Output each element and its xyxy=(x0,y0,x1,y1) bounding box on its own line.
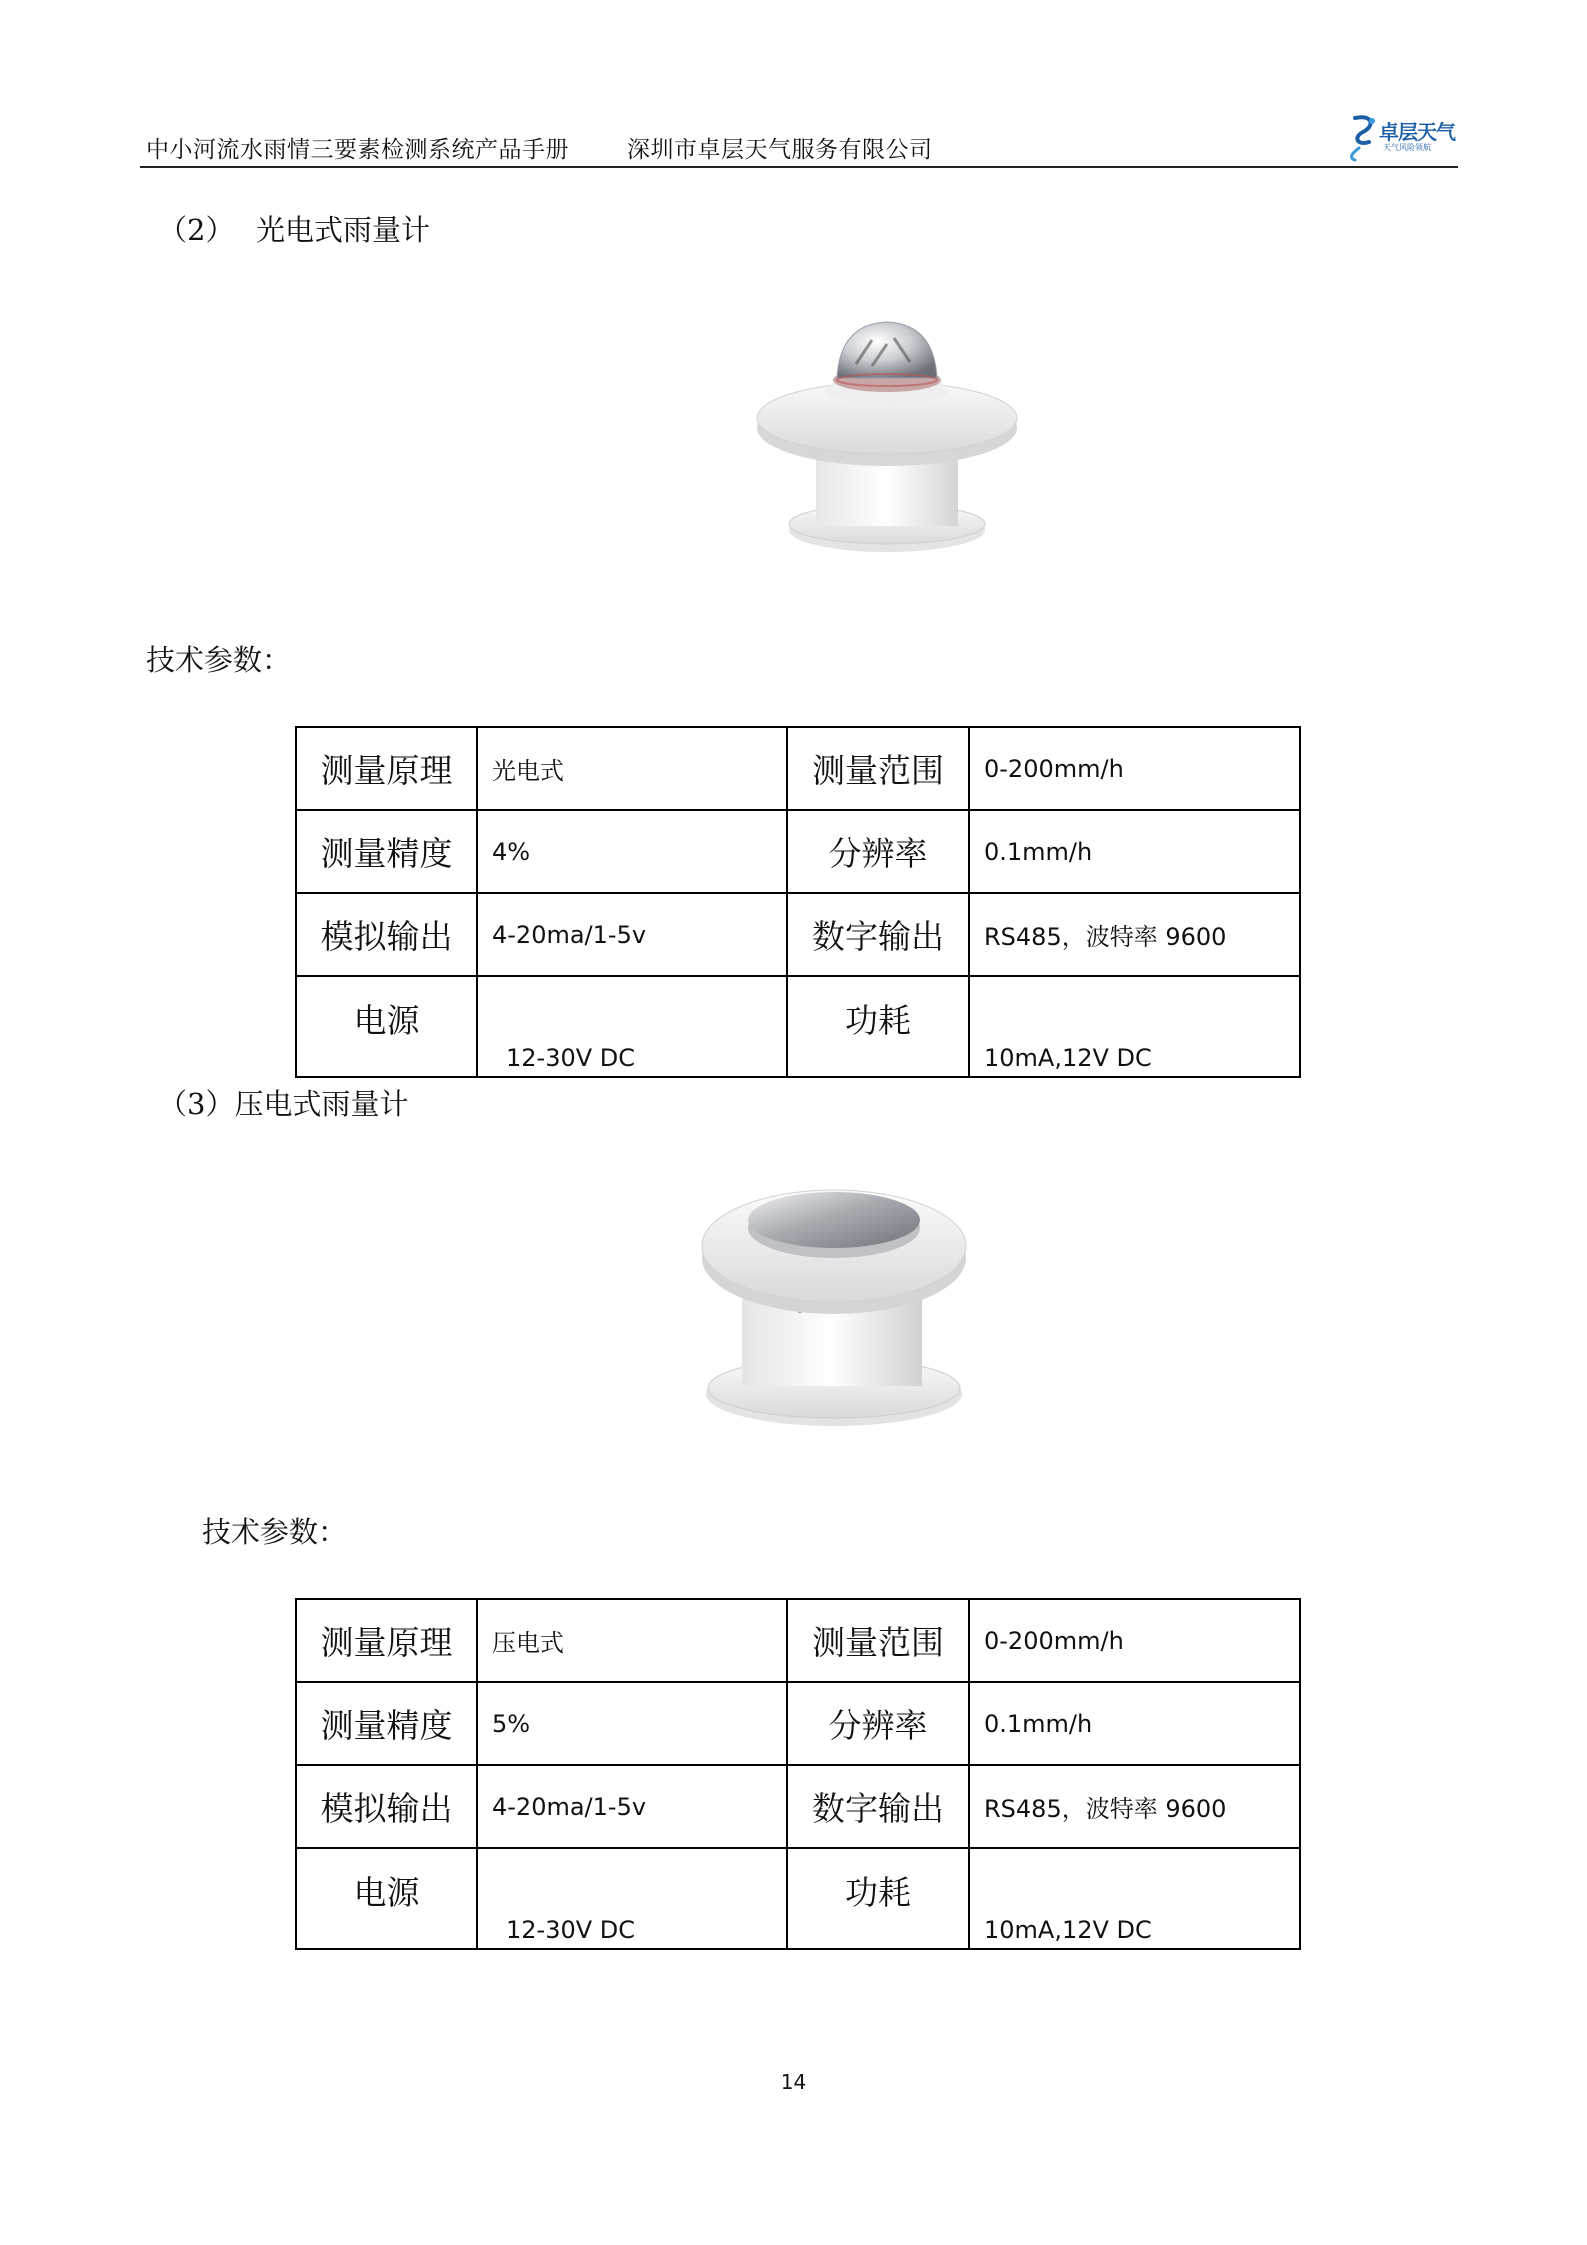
digital-output-value: RS485，波特率 9600 xyxy=(969,1765,1300,1848)
header-rule xyxy=(140,166,1458,168)
tech-params-label-1: 技术参数： xyxy=(146,643,292,677)
spec-table-piezoelectric xyxy=(295,1598,1301,1950)
range-value: 0-200mm/h xyxy=(969,1599,1300,1682)
digital-output-label: 数字输出 xyxy=(787,1765,969,1848)
table-row xyxy=(296,727,1300,810)
consumption-value: 10mA,12V DC xyxy=(969,976,1300,1077)
resolution-value: 0.1mm/h xyxy=(969,810,1300,893)
digital-output-label: 数字输出 xyxy=(787,893,969,976)
range-label: 测量范围 xyxy=(787,1599,969,1682)
analog-output-value: 4-20ma/1-5v xyxy=(477,893,787,976)
table-row xyxy=(296,976,1300,1077)
resolution-label: 分辨率 xyxy=(787,1682,969,1765)
table-row xyxy=(296,810,1300,893)
range-value: 0-200mm/h xyxy=(969,727,1300,810)
table-row xyxy=(296,1599,1300,1682)
analog-output-label: 模拟输出 xyxy=(296,1765,477,1848)
analog-output-value: 4-20ma/1-5v xyxy=(477,1765,787,1848)
spec-table-photoelectric xyxy=(295,726,1301,1078)
resolution-value: 0.1mm/h xyxy=(969,1682,1300,1765)
logo-slogan: 天气风险领航 xyxy=(1383,143,1431,152)
principle-label: 测量原理 xyxy=(296,727,477,810)
logo-brand-text: 卓层天气 xyxy=(1379,120,1455,144)
accuracy-value: 5% xyxy=(477,1682,787,1765)
piezoelectric-rain-gauge-image xyxy=(700,1176,968,1436)
digital-output-value: RS485，波特率 9600 xyxy=(969,893,1300,976)
photoelectric-rain-gauge-image xyxy=(744,304,1030,570)
table-row xyxy=(296,893,1300,976)
page-number: 14 xyxy=(780,2070,807,2094)
accuracy-label: 测量精度 xyxy=(296,810,477,893)
resolution-label: 分辨率 xyxy=(787,810,969,893)
power-value: 12-30V DC xyxy=(477,1848,787,1949)
table-row xyxy=(296,1765,1300,1848)
table-row xyxy=(296,1848,1300,1949)
section-number: （2） xyxy=(158,213,235,247)
consumption-value: 10mA,12V DC xyxy=(969,1848,1300,1949)
principle-label: 测量原理 xyxy=(296,1599,477,1682)
principle-value: 压电式 xyxy=(477,1599,787,1682)
consumption-label: 功耗 xyxy=(787,1848,969,1949)
tech-params-label-2: 技术参数： xyxy=(202,1515,348,1549)
section-title: 光电式雨量计 xyxy=(256,213,431,247)
accuracy-label: 测量精度 xyxy=(296,1682,477,1765)
power-label: 电源 xyxy=(296,976,477,1077)
running-header xyxy=(146,131,933,164)
power-value: 12-30V DC xyxy=(477,976,787,1077)
consumption-label: 功耗 xyxy=(787,976,969,1077)
company-logo xyxy=(1345,108,1457,164)
section-heading-piezoelectric: （3）压电式雨量计 xyxy=(158,1087,409,1121)
accuracy-value: 4% xyxy=(477,810,787,893)
analog-output-label: 模拟输出 xyxy=(296,893,477,976)
principle-value: 光电式 xyxy=(477,727,787,810)
power-label: 电源 xyxy=(296,1848,477,1949)
company-name: 深圳市卓层天气服务有限公司 xyxy=(627,137,933,163)
range-label: 测量范围 xyxy=(787,727,969,810)
document-title: 中小河流水雨情三要素检测系统产品手册 xyxy=(146,137,569,163)
table-row xyxy=(296,1682,1300,1765)
section-heading-photoelectric xyxy=(158,208,430,249)
